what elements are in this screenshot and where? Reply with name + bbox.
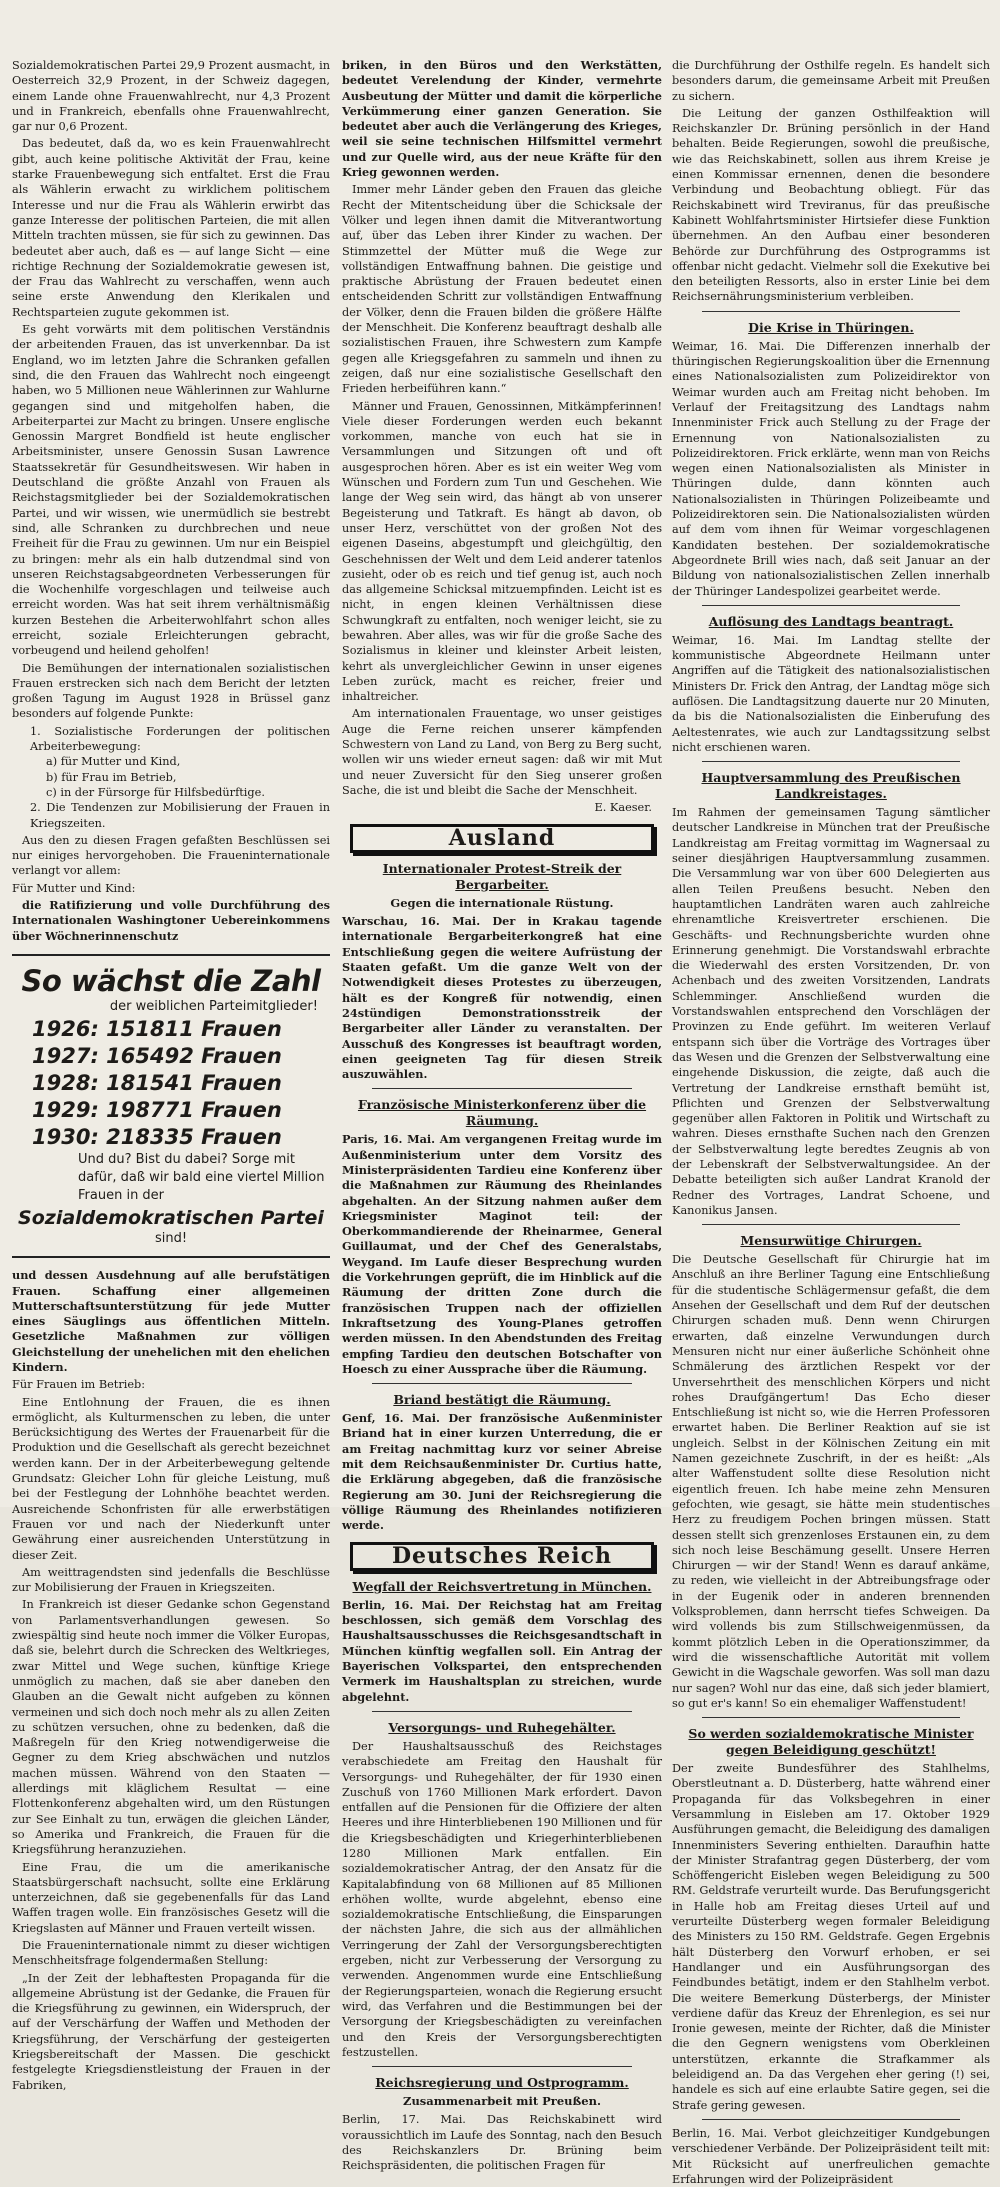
paragraph: briken, in den Büros und den Werkstätten, bedeutet Verelendung der Kinder, vermehrte Ausbeutung der Mütter und damit die körperliche Verkümmerung einer ganzen Generation. Sie bedeutet aber auch die Verlängerung des Krieges, weil sie seine technischen Hilfsmittel vermehrt und zur Quelle wird, aus der neue Kräfte für den Krieg gewonnen werden. [342, 58, 662, 180]
article-title: Mensurwütige Chirurgen. [740, 1233, 922, 1249]
article-title: Internationaler Protest-Streik der Bergarbeiter. [382, 860, 622, 892]
divider [702, 1717, 960, 1718]
stats-subline: der weiblichen Parteimitglieder! [109, 998, 318, 1014]
article-title: So werden sozialdemokratische Minister gegen Beleidigung geschützt! [688, 1726, 974, 1758]
paragraph: Am weittragendsten sind jedenfalls die Beschlüsse zur Mobilisierung der Frauen in Kriegszeiten. [12, 1565, 330, 1595]
paragraph: Die Fraueninternationale nimmt zu dieser wichtigen Menschheitsfrage folgendermaßen Stellung: [12, 1938, 330, 1968]
paragraph: und dessen Ausdehnung auf alle berufstätigen Frauen. Schaffung einer allgemeinen Mutterschaftsunterstützung für jede Mutter eines Säuglings aus öffentlichen Mitteln. Gesetzliche Maßnahmen zur völligen Gleichstellung der unehelichen mit den ehelichen Kindern. [12, 1268, 330, 1374]
divider [702, 1224, 960, 1225]
column-1 [12, 58, 330, 2092]
paragraph: die Durchführung der Osthilfe regeln. Es handelt sich besonders darum, die gemeinsame Arbeit mit Preußen zu sichern. [672, 59, 990, 103]
section-banner-ausland: Ausland [350, 824, 654, 853]
paragraph: In Frankreich ist dieser Gedanke schon Gegenstand von Parlamentsverhandlungen gewesen. So zwiespältig sind heute noch immer die Völker Europas, daß sie, belehrt durch die Schrecken des Weltkrieges, zwar Mittel und Wege suchen, künftige Kriege unmöglich zu machen, daß sie aber daneben den Glauben an die Gewalt nicht aufgeben zu können vermeinen und sich doch noch mehr als zu allen Zeiten zu schützen versuchen, ohne zu bedenken, daß die Maßregeln für den Krieg notwendigerweise die Gegner zu dem Krieg abschwächen und nutzlos machen müssen. Während von den Staaten — allerdings mit kläglichem Resultat — eine Flottenkonferenz abgehalten wird, um den Rüstungen zur See Einhalt zu tun, erwägen die gleichen Länder, so Amerika und Frankreich, die Frauen für die Kriegsführung heranzuziehen. [12, 1598, 330, 1857]
article-body: Genf, 16. Mai. Der französische Außenminister Briand hat in einer kurzen Unterredung, die er am Freitag nachmittag kurz vor seiner Abreise mit dem Reichsaußenminister Dr. Curtius hatte, die Erklärung abgegeben, daß die französische Regierung am 30. Juni der Reichsregierung die völlige Räumung des Rheinlandes notifizieren werde. [342, 1411, 662, 1533]
article-title: Briand bestätigt die Räumung. [393, 1392, 611, 1408]
paragraph: Für Frauen im Betrieb: [12, 1378, 146, 1392]
article-title: Reichsregierung und Ostprogramm. [375, 2075, 629, 2091]
paragraph: Das bedeutet, daß da, wo es kein Frauenwahlrecht gibt, auch keine politische Aktivität der Frau, keine starke Frauenbewegung sich entfaltet. Erst die Frau als Wählerin erwacht zu wirklichem politischem Interesse und nur die Frau als Wählerin erwirbt das ganze Interesse der politischen Parteien, die mit allen Mitteln trachten müssen, sie für sich zu gewinnen. Das bedeutet aber auch, daß es — auf lange Sicht — eine richtige Rechnung der Sozialdemokratie gewesen ist, der Frau das Wahlrecht zu verschaffen, wenn auch seine erste Anwendung den Klerikalen und Rechtsparteien zugute gekommen ist. [12, 137, 330, 319]
stats-party: Sozialdemokratischen Partei [18, 1206, 324, 1229]
paragraph: Es geht vorwärts mit dem politischen Verständnis der arbeitenden Frauen, das ist unverkennbar. Da ist England, wo im letzten Jahre die Schranken gefallen sind, die den Frauen das Wahlrecht noch eingeengt haben, wo 5 Millionen neue Wählerinnen zur Wahlurne gegangen sind und mitgeholfen haben, die Arbeiterpartei zur Macht zu bringen. Unsere englische Genossin Margret Bondfield ist heute englischer Arbeitsminister, unsere Genossin Susan Lawrence Staatssekretär für Gesundheitswesen. Wir haben in Deutschland die größte Anzahl von Frauen als Reichstagsmitglieder bei der Sozialdemokratischen Partei, und wir wissen, wie unermüdlich sie bestrebt sind, alle Schranken zu durchbrechen und neue Freiheit für die Frau zu gewinnen. Um nur ein Beispiel zu bringen: mehr als ein halb dutzendmal sind von unseren Reichstagsabgeordneten Verbesserungen für die Wochenhilfe vorgeschlagen und teilweise auch erreicht worden. Was hat seit ihrem verhältnismäßig kurzen Bestehen die Arbeiterwohlfahrt schon alles erreicht, soziale Erleichterungen gebracht, vorbeugend und heilend geholfen! [12, 323, 330, 658]
article-subtitle: Gegen die internationale Rüstung. [390, 895, 614, 910]
paragraph: Aus den zu diesen Fragen gefaßten Beschlüssen sei nur einiges hervorgehoben. Die Fraueninternationale verlangt vor allem: [12, 833, 330, 878]
article-title: Französische Ministerkonferenz über die Räumung. [357, 1097, 647, 1129]
paragraph: Sozialdemokratischen Partei 29,9 Prozent ausmacht, in Oesterreich 32,9 Prozent, in der Schweiz dagegen, einem Lande ohne Frauenwahlrecht, nur 4,3 Prozent und in Frankreich, ebenfalls ohne Frauenwahlrecht, gar nur 0,6 Prozent. [12, 59, 330, 134]
article-body: Paris, 16. Mai. Am vergangenen Freitag wurde im Außenministerium unter dem Vorsitz des Ministerpräsidenten Tardieu eine Konferenz über die Maßnahmen zur Räumung des Rheinlandes abgehalten. An der Sitzung nahmen außer dem Kriegsminister Maginot teil: der Oberkommandierende der Rheinarmee, General Guillaumat, und der Chef des Generalstabs, Weygand. Im Laufe dieser Besprechung wurden die Vorkehrungen geprüft, die im Hinblick auf die Räumung der dritten Zone durch die französischen Truppen nach der offiziellen Inkraftsetzung des Young-Planes getroffen werden müssen. In den Abendstunden des Freitag empfing Tardieu den deutschen Botschafter von Hoesch zu einer Aussprache über die Räumung. [342, 1132, 662, 1376]
paragraph: Am internationalen Frauentage, wo unser geistiges Auge die Ferne reichen unserer kämpfenden Schwestern von Land zu Land, von Berg zu Berg sucht, wollen wir uns wieder erneut sagen: daß wir mit Mut und neuer Zuversicht für den Sieg unserer großen Sache, die ist und bleibt die Sache der Menschheit. [342, 707, 662, 797]
stats-row: 1927: 165492 Frauen [32, 1043, 282, 1068]
stats-row: 1929: 198771 Frauen [32, 1097, 282, 1122]
divider [372, 1383, 632, 1384]
divider [372, 1711, 632, 1712]
divider [702, 2119, 960, 2120]
paragraph: Die Bemühungen der internationalen sozialistischen Frauen erstrecken sich nach dem Bericht der letzten großen Tagung im August 1928 in Brüssel ganz besonders auf folgende Punkte: [12, 661, 330, 721]
stats-headline: So wächst die Zahl [21, 963, 321, 998]
divider [372, 1088, 632, 1089]
article-subtitle: Zusammenarbeit mit Preußen. [403, 2094, 601, 2109]
list-item: b) für Frau im Betrieb, [46, 770, 177, 784]
points-list [30, 724, 330, 831]
article-body: Berlin, 17. Mai. Das Reichskabinett wird voraussichtlich im Laufe des Sonntag, nach den Besuch des Reichskanzlers Dr. Brüning beim Reichspräsidenten, die politischen Fragen für [342, 2113, 662, 2173]
list-item: 1. Sozialistische Forderungen der politischen Arbeiterbewegung: [30, 724, 330, 754]
article-title: Versorgungs- und Ruhegehälter. [388, 1719, 616, 1735]
divider [702, 311, 960, 312]
paragraph: Eine Entlohnung der Frauen, die es ihnen ermöglicht, als Kulturmenschen zu leben, die unter Berücksichtigung des Wertes der Frauenarbeit für die Produktion und die Gesellschaft als gerecht bezeichnet werden kann. Der in der Arbeiterbewegung geltende Grundsatz: Gleicher Lohn für gleiche Leistung, muß bei der Festlegung der Lohnhöhe beachtet werden. Ausreichende Schonfristen für alle erwerbstätigen Frauen vor und nach der Niederkunft unter Gewährung einer ausreichenden Unterstützung in dieser Zeit. [12, 1395, 330, 1562]
stats-tail: sind! [154, 1230, 188, 1246]
article-title: Wegfall der Reichsvertretung in München. [352, 1578, 652, 1594]
stats-row: 1930: 218335 Frauen [32, 1124, 282, 1149]
column-2 [342, 58, 662, 2173]
signature: E. Kaeser. [594, 801, 652, 815]
article-body: Warschau, 16. Mai. Der in Krakau tagende internationale Bergarbeiterkongreß hat eine Entschließung gegen die weitere Aufrüstung der Staaten gefaßt. Um die ganze Welt von der Notwendigkeit dieses Protestes zu überzeugen, hält es der Kongreß für notwendig, einen 24stündigen Demonstrationsstreik der Bergarbeiter aller Länder zu veranstalten. Der Ausschuß des Kongresses ist beauftragt worden, einen geeigneten Tag für diesen Streik auszuwählen. [342, 914, 662, 1082]
article-body: Weimar, 16. Mai. Die Differenzen innerhalb der thüringischen Regierungskoalition über die Ernennung eines Nationalsozialisten zum Polizeidirektor von Weimar wurden auch am Freitag nicht behoben. Im Verlauf der Freitagsitzung des Landtags nahm Innenminister Frick auch Stellung zu der Frage der Ernennung von Nationalsozialisten zu Polizeidirektoren. Frick erklärte, wenn man von Reichs wegen einen Nationalsozialisten als Minister in Thüringen dulde, dann könnten auch Nationalsozialisten in Thüringen Polizeibeamte und Polizeidirektoren sein. Die Nationalsozialisten würden auf dem vom ihnen für Weimar vorgeschlagenen Kandidaten bestehen. Der sozialdemokratische Abgeordnete Brill wies nach, daß seit Januar an der Bildung von nationalsozialistischen Zellen innerhalb der Thüringer Landespolizei gearbeitet werde. [672, 339, 990, 598]
paragraph: Männer und Frauen, Genossinnen, Mitkämpferinnen! Viele dieser Forderungen werden euch bekannt vorkommen, manche von euch hat sie in Versammlungen und Sitzungen oft und oft ausgesprochen hören. Aber es ist ein weiter Weg vom Wünschen und Fordern zum Tun und Geschehen. Wie lange der Weg sein wird, das hängt ab von unserer Begeisterung und Tatkraft. Es hängt ab davon, ob unser Herz, verschüttet von der großen Not des eigenen Daseins, abgestumpft und gleichgültig, den Geschehnissen der Welt und dem Leid anderer tatenlos zusieht, oder ob es reich und tief genug ist, auch noch das allgemeine Schicksal mitzuempfinden. Leicht ist es nicht, in engen kleinen Verhältnissen diese Schwungkraft zu entfalten, noch weniger leicht, sie zu bewahren. Aber alles, was wir für die große Sache des Sozialismus in kleiner und kleinster Arbeit leisten, kehrt als unvergleichlicher Gewinn in unser eigenes Leben zurück, macht es reicher, freier und inhaltreicher. [342, 399, 662, 704]
stats-question: Und du? Bist du dabei? Sorge mit dafür, daß wir bald eine viertel Million Frauen in der [78, 1151, 325, 1203]
paragraph: „In der Zeit der lebhaftesten Propaganda für die allgemeine Abrüstung ist der Gedanke, die Frauen für die Kriegsführung zu gewinnen, ein Widerspruch, der auf der Verschärfung der Waffen und Methoden der Kriegsführung, der Verschärfung der gesteigerten Kriegsbereitschaft der Massen. Die geschickt festgelegte Kriegsdienstleistung der Frauen in der Fabriken, [12, 1971, 330, 2092]
list-item: c) in der Fürsorge für Hilfsbedürftige. [46, 785, 265, 799]
paragraph: Die Leitung der ganzen Osthilfeaktion will Reichskanzler Dr. Brüning persönlich in der Hand behalten. Beide Regierungen, sowohl die preußische, wie das Reichskabinett, sollen aus ihrem Kreise je einen Kommissar ernennen, denen die besondere Verbindung und Beobachtung obliegt. Für das Reichskabinett wird Treviranus, für das preußische Kabinett Wohlfahrtsminister Hirtsiefer diese Funktion übernehmen. An den Aufbau einer besonderen Behörde zur Durchführung des Ostprogramms ist offenbar nicht gedacht. Vielmehr soll die Exekutive bei den beteiligten Ressorts, also in erster Linie bei dem Reichsernährungsministerium verbleiben. [672, 106, 990, 304]
divider [702, 605, 960, 606]
article-body: Der zweite Bundesführer des Stahlhelms, Oberstleutnant a. D. Düsterberg, hatte während einer Propaganda für das Volksbegehren in einer Versammlung in Eisleben am 17. Oktober 1929 Ausführungen gemacht, die Beleidigung des damaligen Innenministers Severing enthielten. Daraufhin hatte der Minister Strafantrag gegen Düsterberg, der vom Schöffengericht Eisleben wegen Beleidigung zu 500 RM. Geldstrafe verurteilt wurde. Das Berufungsgericht in Halle hob am Freitag dieses Urteil auf und verurteilte Düsterberg wegen formaler Beleidigung des Ministers zu 150 RM. Geldstrafe. Gegen Ergebnis hält Düsterberg den Vorwurf erhoben, er sei Handlanger und ein Ausführungsorgan des Feindbundes betätigt, indem er den Stahlhelm verbot. Die weitere Bemerkung Düsterbergs, der Minister verdiene dafür das Kreuz der Ehrenlegion, es sei nur Ironie gewesen, meinte der Richter, daß die Minister die den Gegnern wenigstens vom Oberkleinen unterstützen, erkannte die Strafkammer als beleidigend an. Da das Vergehen eher gering (!) sei, handele es sich auf eine erlaubte Satire gegen, sei die Strafe gering gewesen. [672, 1762, 990, 2112]
list-item: 2. Die Tendenzen zur Mobilisierung der Frauen in Kriegszeiten. [30, 801, 330, 830]
paragraph: die Ratifizierung und volle Durchführung des Internationalen Washingtoner Uebereinkommens über Wöchnerinnenschutz [12, 898, 330, 943]
stats-row: 1928: 181541 Frauen [32, 1070, 282, 1095]
section-banner-deutsches-reich: Deutsches Reich [350, 1542, 654, 1571]
article-body: Im Rahmen der gemeinsamen Tagung sämtlicher deutscher Landkreise in München trat der Preußische Landkreistag am Freitag vormittag im Wagnersaal zu seiner diesjährigen Hauptversammlung zusammen. Die Versammlung war von über 600 Delegierten aus allen Teilen Preußens besucht. Neben den hauptamtlichen Landräten waren auch zahlreiche ehrenamtliche Kreisvertreter erschienen. Die Geschäfts- und Rechnungsberichte wurden ohne Erinnerung genehmigt. Die Vorstandswahl erbrachte die Wiederwahl des ersten Vorsitzenden, Dr. von Achenbach und des zweiten Vorsitzenden, Landrats Schlemminger. Anschließend wurden die Vorstandswahlen entsprechend den Vorschlägen der Provinzen zu Ende geführt. Im weiteren Verlauf entspann sich über die Vorträge des Vortrages über das Wesen und die Grenzen der Selbstverwaltung eine eingehende Diskussion, die zeigte, daß auch die Vertretung der Landkreise ernsthaft bemüht ist, Pflichten und Grenzen der Selbstverwaltung gegenüber allen Faktoren in Politik und Wirtschaft zu wahren. Dieses ernsthafte Suchen nach den Grenzen der Selbstverwaltung legte beredtes Zeugnis ab von der Lebenskraft der Selbstverwaltungsidee. An der Debatte beteiligten sich außer Landrat Kranold der Redner des Vortrages, Landrat Schoene, und Kanonikus Jansen. [672, 806, 990, 1217]
list-item: a) für Mutter und Kind, [46, 755, 181, 769]
article-body: Der Haushaltsausschuß des Reichstages verabschiedete am Freitag den Haushalt für Versorgungs- und Ruhegehälter, der für 1930 einen Zuschuß von 1760 Millionen Mark erfordert. Davon entfallen auf die Pensionen für die Offiziere der alten Heeres und ihre Hinterbliebenen 190 Millionen und für die Kriegsbeschädigten und Kriegerhinterbliebenen 1280 Millionen Mark entfallen. Ein sozialdemokratischer Antrag, der den Ansatz für die Kapitalabfindung von 68 Millionen auf 85 Millionen erhöhen wollte, wurde abgelehnt, ebenso eine sozialdemokratische Entschließung, die Einsparungen der nächsten Jahre, die sich aus der allmählichen Verringerung der Zahl der Versorgungsberechtigten ergeben, nicht zur Verbesserung der Versorgung zu verwenden. Angenommen wurde eine Entschließung der Regierungsparteien, wonach die Regierung ersucht wird, das Verfahren und die Bestimmungen bei der Versorgung der Kriegsbeschädigten zu vereinfachen und den Kreis der Versorgungsberechtigten festzustellen. [342, 1739, 662, 2059]
column-3 [672, 58, 990, 2186]
article-title: Die Krise in Thüringen. [748, 319, 914, 335]
article-body: Die Deutsche Gesellschaft für Chirurgie hat im Anschluß an ihre Berliner Tagung eine Entschließung für die studentische Schlägermensur gefaßt, die dem Ansehen der Gesellschaft und dem Ruf der deutschen Chirurgen schaden muß. Denn wenn Chirurgen erwarten, daß einzelne Verwundungen durch Mensuren nicht nur einer äußerliche Schönheit ohne Schmälerung des ärztlichen Respekt vor der Unversehrtheit des menschlichen Körpers und nicht rohes Draufgängertum! Das Echo dieser Entschließung ist nicht so, wie die Herren Professoren erwartet haben. Die Berliner Reaktion auf sie ist ungleich. Selbst in der Kölnischen Zeitung ein mit Namen gezeichnete Zuschrift, in der es heißt: „Als alter Waffenstudent sollte diese Resolution nicht eigentlich freuen. Ich habe meine zehn Mensuren gefochten, wie gesagt, sie hätte mein studentisches Herz zu freudigem Pochen bringen müssen. Statt dessen stellt sich grenzenloses Erstaunen ein, zu dem sich noch leise Beschämung gesellt. Unsere Herren Chirurgen — wir der Stand! Wenn es darauf ankäme, zu reden, wie vielleicht in der Abtreibungsfrage oder in der Eugenik oder in anderen brennenden Volksproblemen, dann herrscht tiefes Schweigen. Da wird vollends bis zum Stillschweigenmüssen, da kommt plötzlich Leben in die Operationszimmer, da wird die wissenschaftliche Autorität mit vollem Gewicht in die Wagschale geworfen. Was soll man dazu nur sagen? Wohl nur das eine, daß sich jeder blamiert, so gut er's kann! So ein ehemaliger Waffenstudent! [672, 1253, 990, 1710]
article-body: Berlin, 16. Mai. Der Reichstag hat am Freitag beschlossen, sich gemäß dem Vorschlag des Haushaltsausschusses die Reichsgesandtschaft in München künftig wegfallen soll. Ein Antrag der Bayerischen Volkspartei, den entsprechenden Vermerk im Haushaltsplan zu streichen, wurde abgelehnt. [342, 1597, 662, 1704]
article-body: Weimar, 16. Mai. Im Landtag stellte der kommunistische Abgeordnete Heilmann unter Angriffen auf die Tätigkeit des nationalsozialistischen Ministers Dr. Frick den Antrag, der Landtag möge sich auflösen. Die Landtagsitzung dauerte nur 20 Minuten, da bis die Nationalsozialisten die Einberufung des Aeltestenrates, wie auch zur Landtagssitzung selbst nicht erschienen waren. [672, 633, 990, 754]
membership-stats-box [12, 954, 330, 1258]
paragraph: Eine Frau, die um die amerikanische Staatsbürgerschaft nachsucht, sollte eine Erklärung unterzeichnen, daß sie gegebenenfalls für das Land Waffen tragen wolle. Ein französisches Gesetz will die Kriegslasten auf Männer und Frauen verteilt wissen. [12, 1860, 330, 1935]
divider [702, 761, 960, 762]
article-title: Hauptversammlung des Preußischen Landkreistages. [701, 770, 961, 802]
article-title: Auflösung des Landtags beantragt. [708, 613, 954, 629]
paragraph: Immer mehr Länder geben den Frauen das gleiche Recht der Mitentscheidung über die Schicksale der Völker und legen ihnen damit die Mitverantwortung auf, über das Leben ihrer Kinder zu wachen. Der Stimmzettel der Mütter muß die Wege zur vollständigen Entwaffnung bahnen. Die geistige und praktische Abrüstung der Frauen bedeutet einen entscheidenden Schritt zur vollständigen Entwaffnung der Völker, denn die Frauen bilden die größere Hälfte der Menschheit. Die Konferenz beauftragt deshalb alle sozialistischen Frauen, ihre Schwestern zum Kampfe gegen alle Kriegsgefahren zu sammeln und ihnen zu zeigen, daß nur eine sozialistische Gesellschaft den Frieden herbeiführen kann.“ [342, 183, 662, 396]
paragraph: Für Mutter und Kind: [12, 881, 136, 895]
stats-row: 1926: 151811 Frauen [32, 1016, 282, 1041]
divider [372, 2066, 632, 2067]
paragraph: Berlin, 16. Mai. Verbot gleichzeitiger Kundgebungen verschiedener Verbände. Der Polizeipräsident teilt mit: Mit Rücksicht auf unerfreulichen gemachte Erfahrungen wird der Polizeipräsident [672, 2126, 990, 2186]
